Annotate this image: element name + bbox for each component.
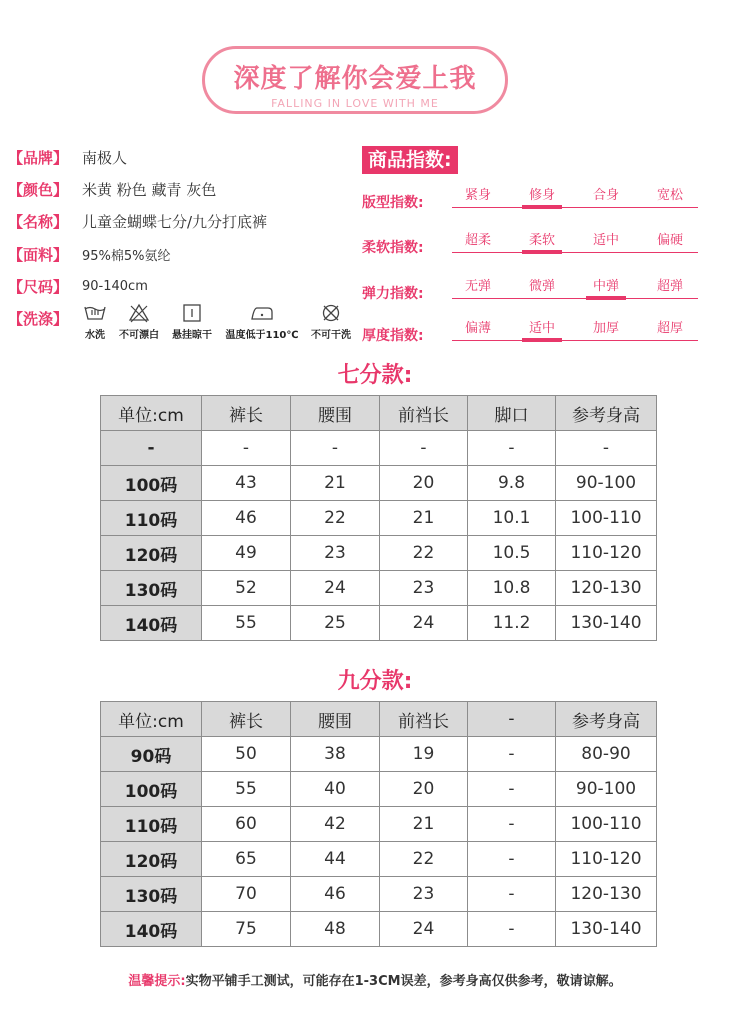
- info-row-fabric: [8, 243, 171, 265]
- index-row-thickness: [362, 317, 698, 347]
- header-subtitle: FALLING IN LOVE WITH ME: [271, 97, 439, 110]
- size-cell: 110码: [101, 807, 202, 842]
- table-cell: 130-140: [556, 606, 657, 641]
- table-row: [101, 877, 657, 912]
- table-row: [101, 912, 657, 947]
- info-value: 90-140cm: [82, 278, 148, 294]
- size-cell: 130码: [101, 877, 202, 912]
- table-cell: 80-90: [556, 737, 657, 772]
- index-mark: [586, 338, 626, 342]
- index-option-label: 合身: [592, 188, 619, 203]
- index-option-label: 宽松: [656, 188, 683, 203]
- table-cell: 46: [291, 877, 380, 912]
- header-title: 深度了解你会爱上我: [233, 64, 477, 94]
- column-header: 单位:cm: [101, 702, 202, 737]
- table-cell: 52: [202, 571, 291, 606]
- table-cell: 90-100: [556, 466, 657, 501]
- index-mark: [586, 250, 626, 254]
- index-option: [586, 184, 626, 203]
- table-cell: 10.5: [468, 536, 556, 571]
- table-cell: -: [468, 772, 556, 807]
- info-row-brand: [8, 146, 127, 168]
- size-table-seven: [100, 395, 657, 641]
- column-header: 裤长: [202, 702, 291, 737]
- table-row: [101, 807, 657, 842]
- table-row: [101, 571, 657, 606]
- index-row-elasticity: [362, 275, 698, 305]
- table-cell: 20: [380, 772, 468, 807]
- info-label: 【品牌】: [8, 148, 69, 167]
- index-mark: [650, 296, 690, 300]
- iron-low-icon: [249, 303, 275, 323]
- table-cell: 19: [380, 737, 468, 772]
- table-cell: 48: [291, 912, 380, 947]
- table-cell: 38: [291, 737, 380, 772]
- size-cell: 140码: [101, 912, 202, 947]
- column-header: 参考身高: [556, 396, 657, 431]
- size-cell: 100码: [101, 466, 202, 501]
- index-option: [458, 184, 498, 203]
- table-cell: 100-110: [556, 807, 657, 842]
- section-title-seven: 七分款:: [337, 363, 413, 388]
- index-mark: [650, 250, 690, 254]
- index-option: [522, 184, 562, 203]
- table-row: [101, 737, 657, 772]
- table-header-row: [101, 396, 657, 431]
- index-option: [586, 317, 626, 336]
- index-label: 版型指数:: [362, 195, 424, 211]
- index-option-label: 无弹: [464, 279, 491, 294]
- table-cell: 10.8: [468, 571, 556, 606]
- table-cell: 22: [380, 842, 468, 877]
- index-option-label: 超厚: [656, 321, 683, 336]
- size-table-nine: [100, 701, 657, 947]
- table-row: [101, 772, 657, 807]
- hand-wash-icon: [83, 303, 107, 323]
- index-mark: [522, 338, 562, 342]
- index-option-label: 微弹: [528, 279, 555, 294]
- table-cell: 11.2: [468, 606, 556, 641]
- size-cell: 110码: [101, 501, 202, 536]
- no-dry-clean-icon: [321, 303, 341, 323]
- info-label: 【面料】: [8, 245, 69, 264]
- size-cell: 140码: [101, 606, 202, 641]
- hang-dry-icon: [182, 303, 202, 323]
- index-option-label: 超弹: [656, 279, 683, 294]
- index-option: [522, 229, 562, 248]
- table-cell: 24: [380, 606, 468, 641]
- care-item: [304, 303, 358, 341]
- size-cell: 100码: [101, 772, 202, 807]
- index-option: [586, 229, 626, 248]
- table-cell: 49: [202, 536, 291, 571]
- index-mark: [586, 296, 626, 300]
- index-option: [458, 275, 498, 294]
- info-row-name: [8, 210, 267, 232]
- index-option: [650, 275, 690, 294]
- table-cell: 23: [380, 877, 468, 912]
- care-label: 温度低于110℃: [225, 330, 299, 341]
- index-option-label: 适中: [592, 233, 619, 248]
- index-label: 弹力指数:: [362, 286, 424, 302]
- table-row: [101, 842, 657, 877]
- table-cell: 110-120: [556, 842, 657, 877]
- table-cell: 70: [202, 877, 291, 912]
- table-cell: -: [468, 807, 556, 842]
- table-row: [101, 431, 657, 466]
- table-cell: 75: [202, 912, 291, 947]
- column-header: 前裆长: [380, 396, 468, 431]
- table-cell: 40: [291, 772, 380, 807]
- table-cell: 10.1: [468, 501, 556, 536]
- care-item: [166, 303, 218, 341]
- index-mark: [650, 205, 690, 209]
- info-label: 【名称】: [8, 212, 69, 231]
- table-cell: -: [468, 431, 556, 466]
- table-cell: 23: [380, 571, 468, 606]
- table-cell: 23: [291, 536, 380, 571]
- index-mark: [522, 296, 562, 300]
- table-cell: -: [202, 431, 291, 466]
- table-cell: 25: [291, 606, 380, 641]
- table-cell: -: [468, 877, 556, 912]
- table-cell: -: [468, 842, 556, 877]
- table-cell: -: [380, 431, 468, 466]
- table-row: [101, 536, 657, 571]
- index-mark: [458, 250, 498, 254]
- table-cell: 90-100: [556, 772, 657, 807]
- index-mark: [522, 250, 562, 254]
- index-option-label: 加厚: [592, 321, 619, 336]
- index-option: [522, 275, 562, 294]
- info-row-wash: [8, 307, 82, 329]
- index-title: 商品指数:: [362, 146, 458, 174]
- size-cell: 120码: [101, 842, 202, 877]
- column-header: 裤长: [202, 396, 291, 431]
- table-cell: 100-110: [556, 501, 657, 536]
- table-header-row: [101, 702, 657, 737]
- info-value: 儿童金蝴蝶七分/九分打底裤: [82, 212, 268, 231]
- care-label: 水洗: [85, 330, 105, 341]
- index-option: [650, 184, 690, 203]
- table-cell: 65: [202, 842, 291, 877]
- table-cell: -: [468, 737, 556, 772]
- index-option-label: 中弹: [592, 279, 619, 294]
- column-header: -: [468, 702, 556, 737]
- index-option: [458, 229, 498, 248]
- size-cell: 120码: [101, 536, 202, 571]
- table-row: [101, 466, 657, 501]
- info-row-color: [8, 178, 216, 200]
- index-mark: [458, 296, 498, 300]
- index-option-label: 柔软: [528, 233, 555, 248]
- table-cell: -: [291, 431, 380, 466]
- care-item: [220, 303, 304, 341]
- section-title-nine: 九分款:: [337, 669, 413, 694]
- index-mark: [458, 205, 498, 209]
- care-item: [112, 303, 166, 341]
- care-label: 不可干洗: [311, 330, 351, 341]
- index-row-fit: [362, 184, 698, 214]
- column-header: 脚口: [468, 396, 556, 431]
- info-value: 米黄 粉色 藏青 灰色: [82, 180, 217, 199]
- table-cell: 21: [380, 807, 468, 842]
- column-header: 腰围: [291, 702, 380, 737]
- table-cell: 22: [291, 501, 380, 536]
- column-header: 腰围: [291, 396, 380, 431]
- info-value: 95%棉5%氨纶: [82, 248, 171, 264]
- column-header: 单位:cm: [101, 396, 202, 431]
- care-item: [80, 303, 110, 341]
- size-cell: 130码: [101, 571, 202, 606]
- table-cell: 24: [380, 912, 468, 947]
- table-cell: 46: [202, 501, 291, 536]
- care-label: 悬挂晾干: [172, 330, 212, 341]
- table-cell: 21: [380, 501, 468, 536]
- table-cell: 120-130: [556, 877, 657, 912]
- index-option: [650, 317, 690, 336]
- table-cell: 20: [380, 466, 468, 501]
- index-row-softness: [362, 229, 698, 259]
- index-mark: [650, 338, 690, 342]
- info-row-size: [8, 275, 148, 297]
- table-row: [101, 501, 657, 536]
- size-cell: -: [101, 431, 202, 466]
- index-option: [522, 317, 562, 336]
- footer-text: 实物平铺手工测试，可能存在1-3CM误差，参考身高仅供参考，敬请谅解。: [185, 974, 622, 989]
- header-badge: [202, 46, 508, 114]
- index-mark: [522, 205, 562, 209]
- table-cell: 21: [291, 466, 380, 501]
- footer-note: [0, 970, 750, 989]
- info-value: 南极人: [82, 148, 128, 167]
- table-cell: 55: [202, 606, 291, 641]
- table-cell: -: [556, 431, 657, 466]
- table-row: [101, 606, 657, 641]
- info-label: 【颜色】: [8, 180, 69, 199]
- table-cell: 9.8: [468, 466, 556, 501]
- size-cell: 90码: [101, 737, 202, 772]
- table-cell: 50: [202, 737, 291, 772]
- care-label: 不可漂白: [119, 330, 159, 341]
- index-mark: [458, 338, 498, 342]
- table-cell: 130-140: [556, 912, 657, 947]
- index-option-label: 超柔: [464, 233, 491, 248]
- index-label: 柔软指数:: [362, 240, 424, 256]
- table-cell: 44: [291, 842, 380, 877]
- index-option-label: 适中: [528, 321, 555, 336]
- index-option-label: 修身: [528, 188, 555, 203]
- table-cell: 24: [291, 571, 380, 606]
- column-header: 参考身高: [556, 702, 657, 737]
- info-label: 【洗涤】: [8, 309, 69, 328]
- table-cell: 120-130: [556, 571, 657, 606]
- table-cell: -: [468, 912, 556, 947]
- index-option: [458, 317, 498, 336]
- index-option-label: 紧身: [464, 188, 491, 203]
- info-label: 【尺码】: [8, 277, 69, 296]
- table-cell: 110-120: [556, 536, 657, 571]
- index-option-label: 偏薄: [464, 321, 491, 336]
- table-cell: 43: [202, 466, 291, 501]
- care-icons: [80, 303, 360, 343]
- index-option-label: 偏硬: [656, 233, 683, 248]
- footer-tip: 温馨提示:: [128, 974, 186, 989]
- table-cell: 42: [291, 807, 380, 842]
- column-header: 前裆长: [380, 702, 468, 737]
- index-option: [586, 275, 626, 294]
- index-label: 厚度指数:: [362, 328, 424, 344]
- index-mark: [586, 205, 626, 209]
- no-bleach-icon: [128, 303, 150, 323]
- table-cell: 55: [202, 772, 291, 807]
- table-cell: 60: [202, 807, 291, 842]
- index-option: [650, 229, 690, 248]
- table-cell: 22: [380, 536, 468, 571]
